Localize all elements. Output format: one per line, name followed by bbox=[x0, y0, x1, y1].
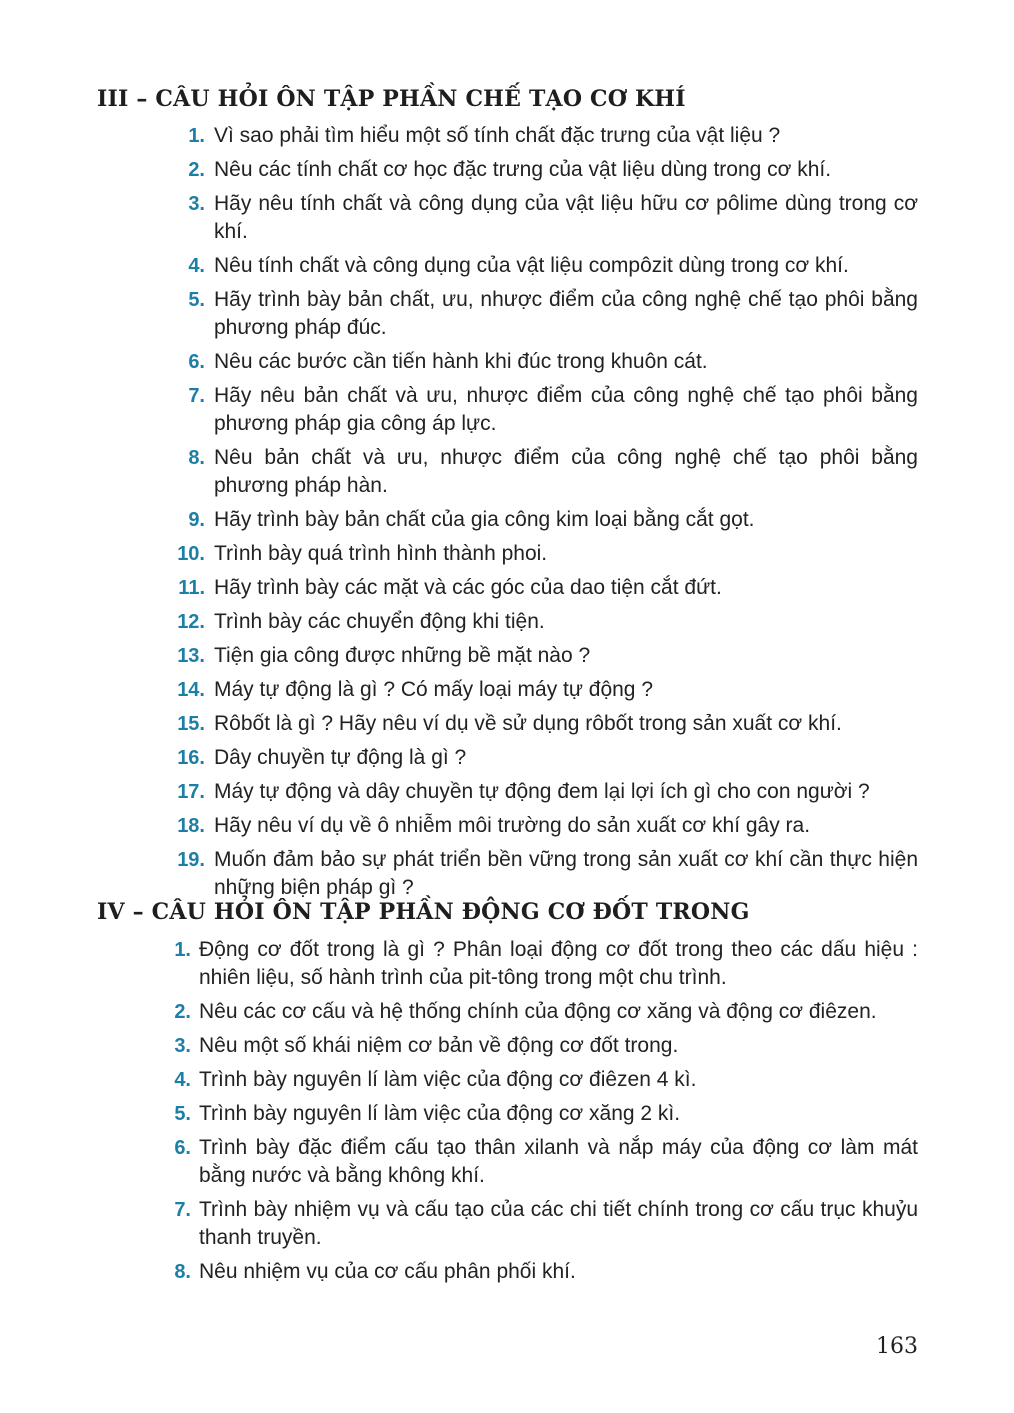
question-number: 3. bbox=[188, 193, 205, 215]
question-number: 4. bbox=[174, 1069, 191, 1091]
question-number: 12. bbox=[177, 611, 205, 633]
question-number: 10. bbox=[177, 543, 205, 565]
question-text: Hãy nêu ví dụ về ô nhiễm môi trường do sản xuất cơ khí gây ra. bbox=[214, 814, 811, 837]
question-text: Nêu các tính chất cơ học đặc trưng của vật liệu dùng trong cơ khí. bbox=[214, 158, 832, 181]
question-text: Tiện gia công được những bề mặt nào ? bbox=[214, 644, 591, 667]
page-number: 163 bbox=[876, 1334, 918, 1359]
question-number: 1. bbox=[174, 939, 191, 961]
question-number: 7. bbox=[174, 1199, 191, 1221]
question-number: 4. bbox=[188, 255, 205, 277]
question-number: 1. bbox=[188, 125, 205, 147]
question-number: 2. bbox=[174, 1001, 191, 1023]
question-number: 8. bbox=[188, 447, 205, 469]
question-number: 3. bbox=[174, 1035, 191, 1057]
question-number: 5. bbox=[188, 289, 205, 311]
question-text: Dây chuyền tự động là gì ? bbox=[214, 746, 467, 769]
question-number: 7. bbox=[188, 385, 205, 407]
question-text: Trình bày các chuyển động khi tiện. bbox=[214, 610, 545, 633]
question-text: Muốn đảm bảo sự phát triển bền vững trong sản xuất cơ khí cần thực hiện những biện pháp gì ? bbox=[214, 848, 918, 899]
question-number: 17. bbox=[177, 781, 205, 803]
question-number: 5. bbox=[174, 1103, 191, 1125]
question-text: Trình bày nguyên lí làm việc của động cơ xăng 2 kì. bbox=[199, 1102, 681, 1125]
question-text: Hãy trình bày các mặt và các góc của dao tiện cắt đứt. bbox=[214, 576, 722, 599]
question-number: 6. bbox=[174, 1137, 191, 1159]
question-text: Hãy trình bày bản chất của gia công kim loại bằng cắt gọt. bbox=[214, 508, 755, 531]
section-3-heading: III – CÂU HỎI ÔN TẬP PHẦN CHẾ TẠO CƠ KHÍ bbox=[97, 86, 686, 112]
question-number: 14. bbox=[177, 679, 205, 701]
question-text: Nêu tính chất và công dụng của vật liệu compôzit dùng trong cơ khí. bbox=[214, 254, 849, 277]
question-text: Nêu nhiệm vụ của cơ cấu phân phối khí. bbox=[199, 1260, 576, 1283]
section-4-heading: IV – CÂU HỎI ÔN TẬP PHẦN ĐỘNG CƠ ĐỐT TRONG bbox=[97, 899, 750, 925]
question-number: 8. bbox=[174, 1261, 191, 1283]
question-number: 6. bbox=[188, 351, 205, 373]
question-number: 11. bbox=[178, 577, 205, 599]
question-text: Trình bày nhiệm vụ và cấu tạo của các chi tiết chính trong cơ cấu trục khuỷu thanh truyền. bbox=[199, 1198, 918, 1249]
question-text: Trình bày đặc điểm cấu tạo thân xilanh và nắp máy của động cơ làm mát bằng nước và bằng không khí. bbox=[199, 1136, 918, 1187]
question-text: Hãy nêu tính chất và công dụng của vật liệu hữu cơ pôlime dùng trong cơ khí. bbox=[214, 192, 918, 243]
question-number: 15. bbox=[177, 713, 205, 735]
question-text: Rôbốt là gì ? Hãy nêu ví dụ về sử dụng rôbốt trong sản xuất cơ khí. bbox=[214, 712, 842, 735]
question-number: 13. bbox=[177, 645, 205, 667]
question-text: Động cơ đốt trong là gì ? Phân loại động cơ đốt trong theo các dấu hiệu : nhiên liệu, số hành trình của pit-tông trong một chu trình. bbox=[199, 938, 918, 989]
question-text: Trình bày quá trình hình thành phoi. bbox=[214, 542, 548, 565]
question-text: Hãy nêu bản chất và ưu, nhược điểm của công nghệ chế tạo phôi bằng phương pháp gia công áp lực. bbox=[214, 384, 918, 435]
question-text: Hãy trình bày bản chất, ưu, nhược điểm của công nghệ chế tạo phôi bằng phương pháp đúc. bbox=[214, 288, 918, 339]
question-text: Nêu các cơ cấu và hệ thống chính của động cơ xăng và động cơ điêzen. bbox=[199, 1000, 877, 1023]
question-number: 16. bbox=[177, 747, 205, 769]
question-text: Máy tự động và dây chuyền tự động đem lại lợi ích gì cho con người ? bbox=[214, 780, 870, 803]
question-number: 19. bbox=[177, 849, 205, 871]
question-text: Vì sao phải tìm hiểu một số tính chất đặc trưng của vật liệu ? bbox=[214, 124, 781, 147]
question-text: Nêu bản chất và ưu, nhược điểm của công nghệ chế tạo phôi bằng phương pháp hàn. bbox=[214, 446, 918, 497]
question-number: 9. bbox=[188, 509, 205, 531]
question-number: 18. bbox=[177, 815, 205, 837]
question-text: Trình bày nguyên lí làm việc của động cơ điêzen 4 kì. bbox=[199, 1068, 697, 1091]
question-number: 2. bbox=[188, 159, 205, 181]
question-text: Nêu các bước cần tiến hành khi đúc trong khuôn cát. bbox=[214, 350, 708, 373]
question-text: Máy tự động là gì ? Có mấy loại máy tự động ? bbox=[214, 678, 654, 701]
question-text: Nêu một số khái niệm cơ bản về động cơ đốt trong. bbox=[199, 1034, 679, 1057]
